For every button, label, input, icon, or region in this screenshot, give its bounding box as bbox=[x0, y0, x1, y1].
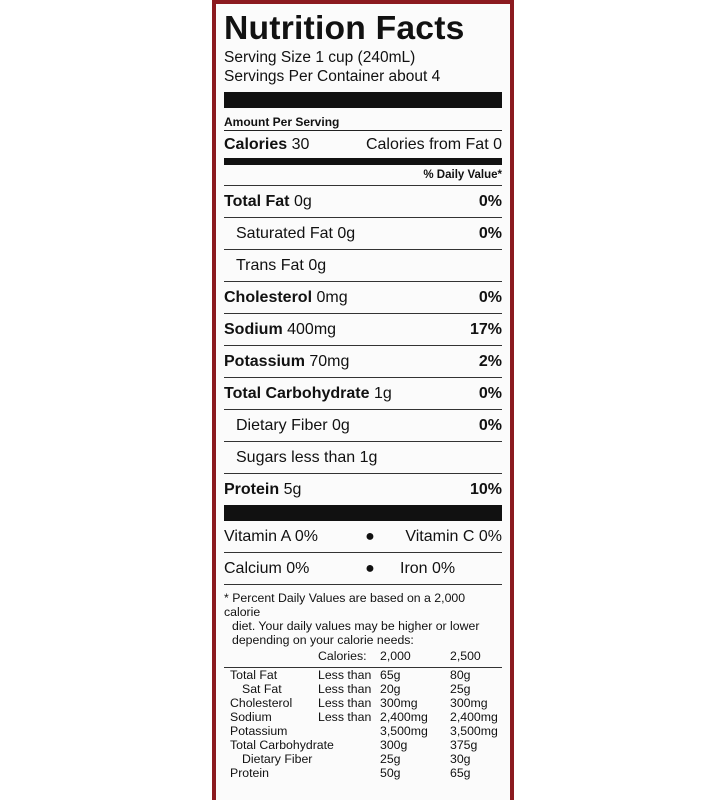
nutrient-name: Total Fat bbox=[224, 192, 290, 210]
nutrient-row-sodium bbox=[224, 313, 502, 345]
servings-per-container: Servings Per Container about 4 bbox=[224, 68, 441, 85]
thick-divider bbox=[224, 92, 502, 108]
vitamin-right: Vitamin C 0% bbox=[405, 527, 502, 545]
nutrient-row-total-fat bbox=[224, 185, 502, 217]
nutrient-amount: 400mg bbox=[287, 320, 337, 338]
table-row: Dietary Fiber 25g 30g bbox=[242, 752, 471, 766]
nutrient-row-dietary-fiber bbox=[224, 409, 502, 441]
nutrient-row-potassium bbox=[224, 345, 502, 377]
table-row: Protein 50g 65g bbox=[230, 766, 471, 780]
daily-values-table bbox=[224, 647, 502, 780]
nutrient-name: Potassium bbox=[224, 352, 305, 370]
nutrient-pct: 10% bbox=[469, 480, 502, 498]
nutrient-name: Protein bbox=[224, 480, 280, 498]
vitamin-left: Vitamin A 0% bbox=[224, 527, 318, 545]
calories-value: 30 bbox=[291, 135, 310, 153]
nutrient-name: Sodium bbox=[224, 320, 283, 338]
table-header-col2: 2,500 bbox=[450, 649, 481, 663]
label-title: Nutrition Facts bbox=[224, 9, 465, 46]
vitamin-row bbox=[224, 552, 502, 584]
footnote-line: * Percent Daily Values are based on a 2,000 calorie bbox=[224, 591, 466, 619]
nutrient-name: Saturated Fat 0g bbox=[236, 224, 356, 242]
nutrient-name: Dietary Fiber 0g bbox=[236, 416, 350, 434]
nutrient-pct: 0% bbox=[478, 192, 502, 210]
nutrient-name: Sugars less than 1g bbox=[236, 448, 378, 466]
thick-divider bbox=[224, 505, 502, 521]
table-row: Cholesterol Less than 300mg 300mg bbox=[230, 696, 488, 710]
nutrient-pct: 17% bbox=[469, 320, 502, 338]
background-left bbox=[0, 0, 214, 800]
nutrient-name: Cholesterol bbox=[224, 288, 313, 306]
calories-from-fat: Calories from Fat 0 bbox=[365, 135, 502, 153]
nutrient-pct: 0% bbox=[478, 288, 502, 306]
nutrient-name: Total Carbohydrate bbox=[224, 384, 370, 402]
calories-row bbox=[224, 131, 502, 158]
nutrient-amount: 70mg bbox=[309, 352, 350, 370]
nutrient-pct: 0% bbox=[478, 224, 502, 242]
nutrient-row-sugars bbox=[224, 441, 502, 473]
table-row: Potassium 3,500mg 3,500mg bbox=[230, 724, 498, 738]
nutrient-row-saturated-fat bbox=[224, 217, 502, 249]
medium-divider bbox=[224, 158, 502, 165]
nutrient-pct: 0% bbox=[478, 384, 502, 402]
nutrient-row-total-carbohydrate bbox=[224, 377, 502, 409]
nutrient-pct: 0% bbox=[478, 416, 502, 434]
table-row: Total Fat Less than 65g 80g bbox=[230, 668, 471, 682]
nutrition-label bbox=[216, 4, 510, 800]
table-row: Sodium Less than 2,400mg 2,400mg bbox=[230, 710, 498, 724]
amount-per-serving: Amount Per Serving bbox=[224, 115, 340, 129]
table-row: Total Carbohydrate 300g 375g bbox=[230, 738, 478, 752]
nutrient-amount: 1g bbox=[373, 384, 392, 402]
table-row: Sat Fat Less than 20g 25g bbox=[242, 682, 471, 696]
nutrient-amount: 0mg bbox=[316, 288, 348, 306]
background-right bbox=[512, 0, 728, 800]
bullet-icon: ● bbox=[365, 559, 375, 577]
footnote-line: depending on your calorie needs: bbox=[232, 633, 414, 647]
nutrient-amount: 5g bbox=[283, 480, 302, 498]
nutrient-row-trans-fat bbox=[224, 249, 502, 281]
vitamin-row bbox=[224, 521, 502, 552]
nutrient-pct: 2% bbox=[478, 352, 502, 370]
daily-value-header: % Daily Value* bbox=[423, 169, 502, 181]
calories-label: Calories bbox=[224, 135, 288, 153]
calories bbox=[224, 136, 309, 154]
table-header-col1: 2,000 bbox=[380, 649, 411, 663]
bullet-icon: ● bbox=[365, 527, 375, 545]
footnote-line: diet. Your daily values may be higher or lower bbox=[232, 619, 480, 633]
nutrient-amount: 0g bbox=[293, 192, 312, 210]
footnote bbox=[224, 584, 502, 780]
table-header-row bbox=[224, 647, 502, 663]
serving-size: Serving Size 1 cup (240mL) bbox=[224, 49, 416, 66]
nutrient-row-cholesterol bbox=[224, 281, 502, 313]
vitamin-right: Iron 0% bbox=[400, 559, 456, 577]
table-header-label: Calories: bbox=[318, 649, 367, 663]
nutrient-name: Trans Fat 0g bbox=[236, 256, 327, 274]
vitamin-left: Calcium 0% bbox=[224, 559, 310, 577]
nutrient-row-protein bbox=[224, 473, 502, 505]
